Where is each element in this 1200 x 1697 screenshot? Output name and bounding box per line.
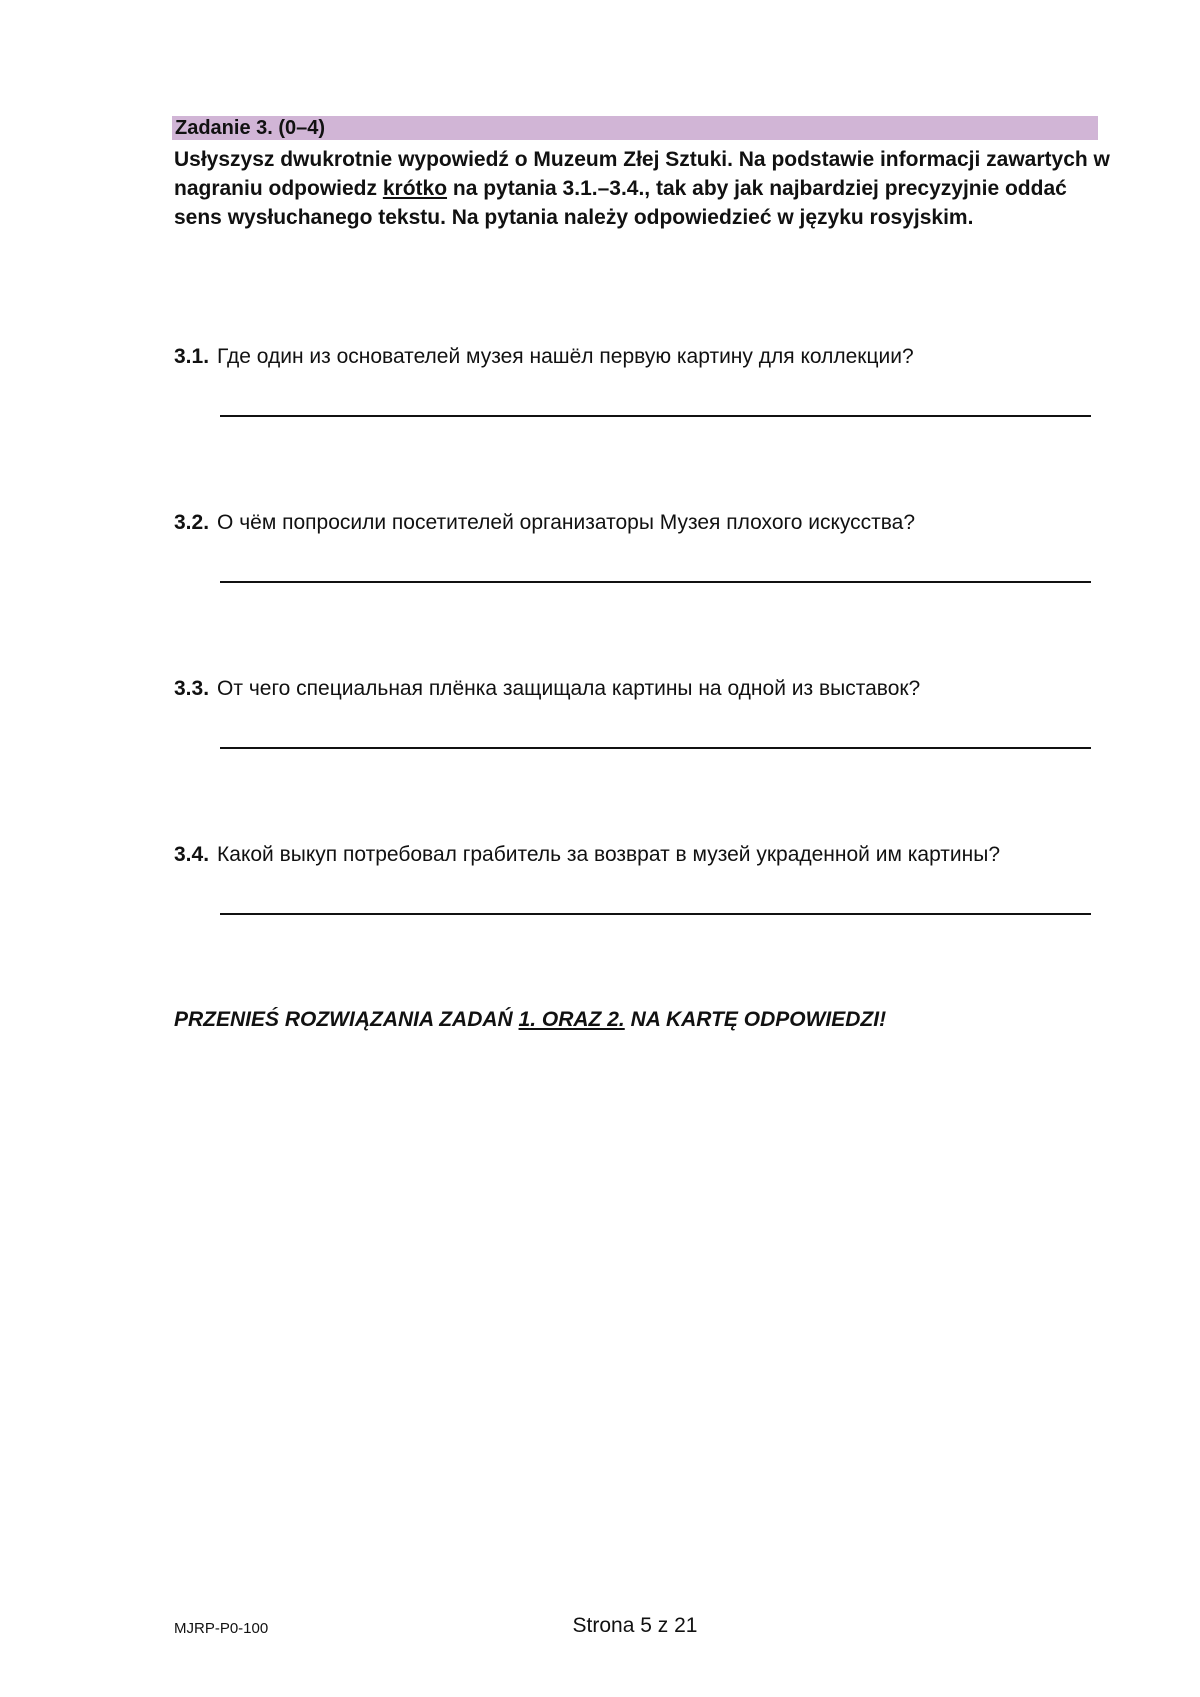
question-3-4 (174, 841, 1094, 869)
task-title: Zadanie 3. (0–4) (175, 117, 326, 139)
question-3-1 (174, 343, 1094, 371)
instructions-text-1: Usłyszysz dwukrotnie wypowiedź o Muzeum Złej Sztuki. Na podstawie informacji zawartych w nagraniu odpowiedz (174, 148, 1110, 200)
question-text: О чём попросили посетителей организаторы Музея плохого искусства? (217, 511, 916, 534)
footer-page-number: Strona 5 z 21 (572, 1614, 698, 1637)
answer-line-3-1[interactable] (220, 415, 1091, 417)
question-3-3 (174, 675, 1094, 703)
transfer-notice (174, 1006, 886, 1034)
question-3-2 (174, 509, 1094, 537)
instructions-text-2: na pytania 3.1.–3.4., tak aby jak najbardziej precyzyjnie oddać sens wysłuchanego tekstu. Na pytania należy odpowiedzieć w języku rosyjskim. (174, 177, 1067, 229)
footer-exam-code: MJRP-P0-100 (174, 1620, 269, 1637)
answer-line-3-3[interactable] (220, 747, 1091, 749)
task-header-bar (172, 116, 1098, 140)
question-number: 3.3. (174, 677, 210, 700)
instructions-underlined-word: krótko (382, 177, 448, 200)
transfer-text-1: PRZENIEŚ ROZWIĄZANIA ZADAŃ (174, 1008, 519, 1031)
question-text: Где один из основателей музея нашёл первую картину для коллекции? (217, 345, 914, 368)
question-number: 3.1. (174, 345, 210, 368)
question-number: 3.2. (174, 511, 210, 534)
question-text: От чего специальная плёнка защищала картины на одной из выставок? (217, 677, 921, 700)
question-text: Какой выкуп потребовал грабитель за возврат в музей украденной им картины? (217, 843, 1001, 866)
task-instructions (174, 145, 1114, 232)
answer-line-3-2[interactable] (220, 581, 1091, 583)
transfer-text-2: NA KARTĘ ODPOWIEDZI! (624, 1008, 887, 1031)
answer-line-3-4[interactable] (220, 913, 1091, 915)
transfer-underlined-tasks: 1. ORAZ 2. (518, 1008, 625, 1031)
question-number: 3.4. (174, 843, 210, 866)
